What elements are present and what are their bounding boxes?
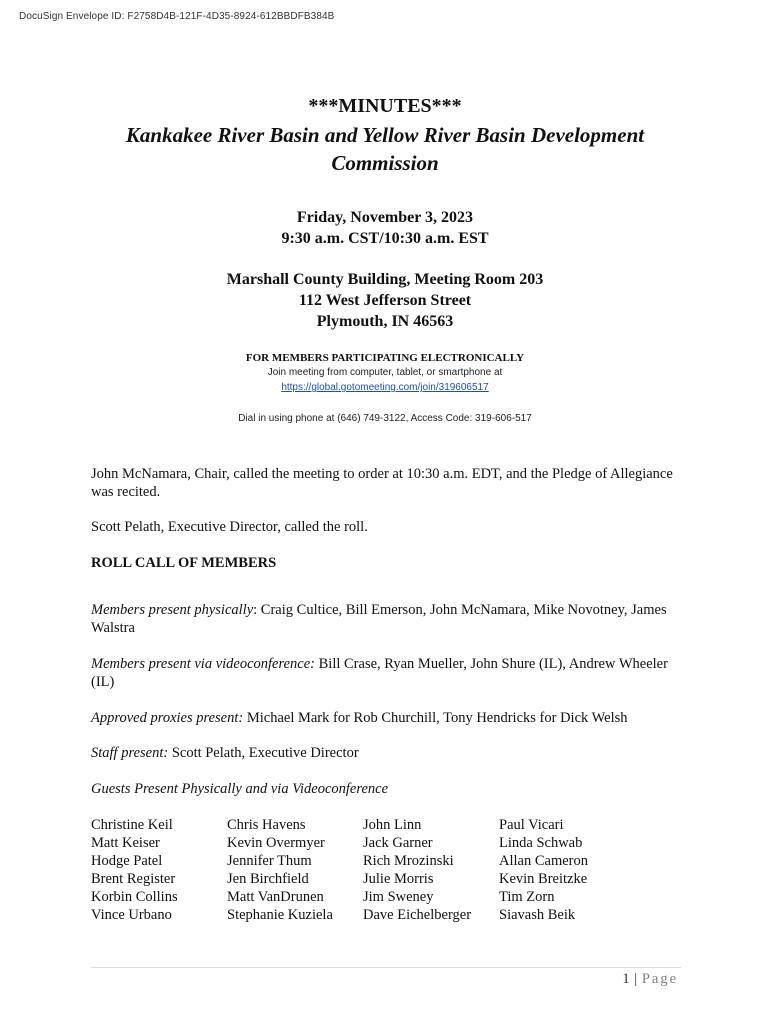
guest-name: Brent Register [91,871,176,887]
meeting-datetime [0,207,770,249]
footer-divider [91,967,681,968]
members-present-physically [91,601,691,637]
meeting-link[interactable]: https://global.gotomeeting.com/join/319606517 [281,382,489,393]
guest-name: Dave Eichelberger [363,907,472,923]
guest-name: Vince Urbano [91,907,172,923]
envelope-id: DocuSign Envelope ID: F2758D4B-121F-4D35-8924-612BBDFB384B [19,11,335,22]
meeting-time: 9:30 a.m. CST/10:30 a.m. EST [281,230,489,247]
members-present-video [91,655,691,691]
electronic-heading: FOR MEMBERS PARTICIPATING ELECTRONICALLY [245,352,525,364]
guest-name: Matt VanDrunen [227,889,324,905]
guests-column-2 [227,816,363,924]
roll-called-paragraph: Scott Pelath, Executive Director, called the roll. [91,519,368,535]
location-line-2: 112 West Jefferson Street [298,292,472,309]
staff-names: Scott Pelath, Executive Director [168,745,359,761]
guests-column-4 [499,816,635,924]
guests-list [91,816,635,924]
page-label: Page [641,971,678,987]
staff-label: Staff present: [91,745,169,761]
page-separator: | [630,971,642,987]
location-line-1: Marshall County Building, Meeting Room 203 [226,271,544,288]
guest-name: Jennifer Thum [227,853,312,869]
guest-name: John Linn [363,817,422,833]
staff-present [91,744,691,762]
guest-name: Julie Morris [363,871,434,887]
location-line-3: Plymouth, IN 46563 [316,313,454,330]
guest-name: Hodge Patel [91,853,163,869]
guest-name: Rich Mrozinski [363,853,454,869]
guest-name: Allan Cameron [499,853,588,869]
guest-name: Jim Sweney [363,889,434,905]
page-number-value: 1 [622,971,631,987]
guest-name: Paul Vicari [499,817,564,833]
present-physically-names: : Craig Cultice, Bill Emerson, John McNamara, Mike Novotney, James Walstra [91,602,667,636]
roll-call-heading: ROLL CALL OF MEMBERS [91,555,277,571]
approved-proxies [91,709,691,727]
call-to-order-paragraph: John McNamara, Chair, called the meeting to order at 10:30 a.m. EDT, and the Pledge of Allegiance was recited. [91,466,673,500]
guest-name: Jack Garner [363,835,433,851]
guest-name: Jen Birchfield [227,871,309,887]
guest-name: Tim Zorn [499,889,555,905]
meeting-date: Friday, November 3, 2023 [296,209,474,226]
guests-heading: Guests Present Physically and via Videoconference [91,781,389,797]
present-video-names: Bill Crase, Ryan Mueller, John Shure (IL), Andrew Wheeler (IL) [91,656,668,690]
guest-name: Chris Havens [227,817,306,833]
meeting-location [0,269,770,332]
guests-column-1 [91,816,227,924]
guest-name: Matt Keiser [91,835,160,851]
present-physically-label: Members present physically [91,602,254,618]
dialin-info: Dial in using phone at (646) 749-3122, Access Code: 319-606-517 [238,413,532,424]
commission-name: Kankakee River Basin and Yellow River Basin Development Commission [125,123,645,175]
guest-name: Stephanie Kuziela [227,907,333,923]
guest-name: Christine Keil [91,817,173,833]
guest-name: Linda Schwab [499,835,583,851]
guest-name: Siavash Beik [499,907,576,923]
guest-name: Kevin Overmyer [227,835,325,851]
electronic-join-info [0,365,770,395]
present-video-label: Members present via videoconference: [91,656,315,672]
page-number [622,970,678,988]
guest-name: Korbin Collins [91,889,178,905]
proxies-names: Michael Mark for Rob Churchill, Tony Hendricks for Dick Welsh [243,710,628,726]
join-text: Join meeting from computer, tablet, or smartphone at [267,367,503,378]
guests-column-3 [363,816,499,924]
page-title: ***MINUTES*** [308,95,462,117]
guest-name: Kevin Breitzke [499,871,588,887]
proxies-label: Approved proxies present: [91,710,244,726]
